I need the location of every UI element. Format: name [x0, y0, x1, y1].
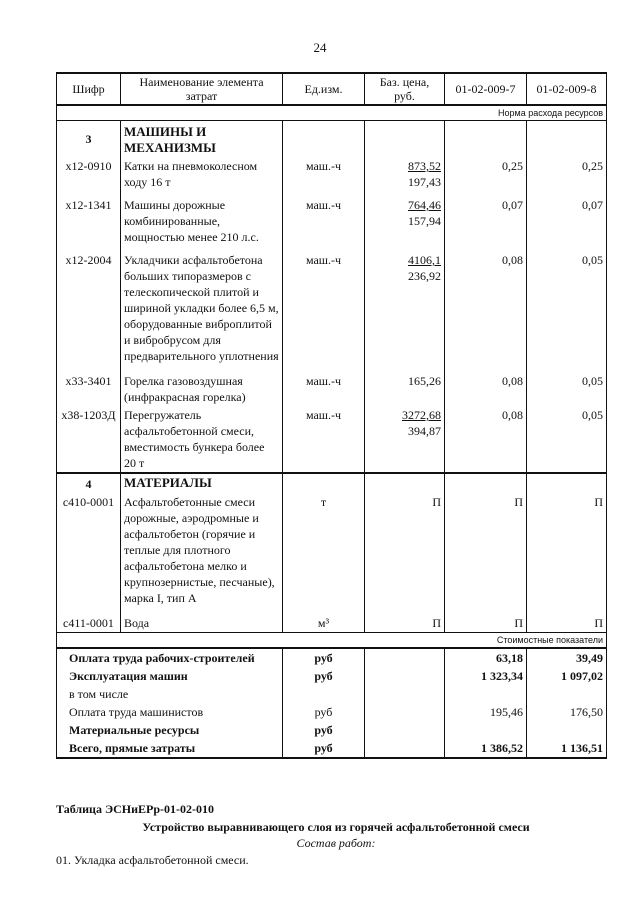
totals-value-col1: 1 386,52: [445, 739, 527, 758]
totals-label: Эксплуатация машин: [57, 667, 283, 685]
composition-item: 01. Укладка асфальтобетонной смеси.: [56, 853, 249, 867]
row-price: 165,26: [365, 372, 445, 406]
totals-unit: руб: [283, 739, 365, 758]
totals-row: [57, 685, 607, 703]
totals-row: [57, 721, 607, 739]
row-code: с411-0001: [57, 614, 121, 633]
row-code: х38-1203Д: [57, 406, 121, 473]
row-value-col1: 0,08: [445, 372, 527, 406]
row-value-col1: 0,25: [445, 157, 527, 196]
table-row: [57, 196, 607, 246]
row-unit: т: [283, 493, 365, 614]
row-price-secondary: 197,43: [408, 175, 441, 189]
row-name: Укладчики асфальтобетона больших типоразмеров с телескопической плитой и шириной укладки более 6,5 м, оборудованные виброплитой и вибробрусом для предварительного уплотнения: [121, 246, 283, 372]
page-number: 24: [313, 40, 327, 55]
cost-band-label: Стоимостные показатели: [57, 633, 607, 649]
header-code: Шифр: [57, 73, 121, 105]
row-price: 4106,1: [408, 253, 441, 267]
header-name: Наименование элемента затрат: [121, 73, 283, 105]
row-price: П: [365, 493, 445, 614]
row-name: Перегружатель асфальтобетонной смеси, вместимость бункера более 20 т: [121, 406, 283, 473]
row-code: с410-0001: [57, 493, 121, 614]
row-unit: маш.-ч: [283, 406, 365, 473]
row-code: х12-2004: [57, 246, 121, 372]
table-row: [57, 406, 607, 473]
table-row: [57, 614, 607, 633]
totals-value-col2: 1 136,51: [527, 739, 607, 758]
totals-table: [56, 649, 607, 759]
row-name: Машины дорожные комбинированные, мощностью менее 210 л.с.: [121, 196, 283, 246]
totals-unit: руб: [283, 703, 365, 721]
row-value-col2: 0,05: [527, 246, 607, 372]
section-title: МАТЕРИАЛЫ: [121, 473, 283, 493]
totals-unit: руб: [283, 649, 365, 667]
row-value-col2: П: [527, 493, 607, 614]
totals-value-col2: 1 097,02: [527, 667, 607, 685]
header-col2: 01-02-009-8: [527, 73, 607, 105]
totals-row: [57, 703, 607, 721]
next-table-title: Таблица ЭСНиЕРр-01-02-010: [56, 802, 215, 816]
next-table-subtitle: Устройство выравнивающего слоя из горячей асфальтобетонной смеси: [142, 820, 530, 834]
row-unit: маш.-ч: [283, 372, 365, 406]
totals-label: Материальные ресурсы: [57, 721, 283, 739]
row-value-col2: 0,05: [527, 372, 607, 406]
totals-row: [57, 649, 607, 667]
table-row: [57, 493, 607, 614]
row-value-col2: П: [527, 614, 607, 633]
totals-row: [57, 667, 607, 685]
resource-table: [56, 72, 607, 649]
totals-unit: руб: [283, 721, 365, 739]
row-unit: маш.-ч: [283, 196, 365, 246]
row-price: 764,46: [408, 198, 441, 212]
row-price-secondary: 157,94: [408, 214, 441, 228]
row-price: 3272,68: [402, 408, 441, 422]
totals-value-col1: 1 323,34: [445, 667, 527, 685]
row-code: х12-0910: [57, 157, 121, 196]
row-unit: м³: [283, 614, 365, 633]
row-price-secondary: 394,87: [408, 424, 441, 438]
section-number: 4: [57, 473, 121, 493]
cost-band-row: [57, 633, 607, 649]
row-price: 873,52: [408, 159, 441, 173]
table-row: [57, 157, 607, 196]
row-value-col2: 0,07: [527, 196, 607, 246]
row-price: П: [365, 614, 445, 633]
resource-table-sheet: [56, 72, 606, 759]
totals-label: Всего, прямые затраты: [57, 739, 283, 758]
row-value-col1: П: [445, 493, 527, 614]
composition-heading: Состав работ:: [296, 836, 376, 850]
row-price-secondary: 236,92: [408, 269, 441, 283]
totals-value-col1: 63,18: [445, 649, 527, 667]
table-row: [57, 246, 607, 372]
totals-value-col1: 195,46: [445, 703, 527, 721]
row-name: Катки на пневмоколесном ходу 16 т: [121, 157, 283, 196]
totals-label: в том числе: [57, 685, 283, 703]
totals-unit: руб: [283, 667, 365, 685]
row-code: х12-1341: [57, 196, 121, 246]
row-unit: маш.-ч: [283, 157, 365, 196]
row-name: Вода: [121, 614, 283, 633]
norm-band-label: Норма расхода ресурсов: [57, 105, 607, 121]
section-header-row: [57, 473, 607, 493]
header-price: Баз. цена, руб.: [365, 73, 445, 105]
totals-value-col2: 39,49: [527, 649, 607, 667]
header-col1: 01-02-009-7: [445, 73, 527, 105]
table-row: [57, 372, 607, 406]
row-code: х33-3401: [57, 372, 121, 406]
row-unit: маш.-ч: [283, 246, 365, 372]
table-header-row: [57, 73, 607, 105]
norm-band-row: [57, 105, 607, 121]
row-value-col1: 0,07: [445, 196, 527, 246]
row-name: Асфальтобетонные смеси дорожные, аэродромные и асфальтобетон (горячие и теплые для плотного асфальтобетона мелко и крупнозернистые, песчаные), марка I, тип А: [121, 493, 283, 614]
row-value-col2: 0,05: [527, 406, 607, 473]
row-value-col1: 0,08: [445, 406, 527, 473]
row-value-col2: 0,25: [527, 157, 607, 196]
totals-row: [57, 739, 607, 758]
section-title: МАШИНЫ И МЕХАНИЗМЫ: [121, 121, 283, 158]
row-value-col1: 0,08: [445, 246, 527, 372]
header-unit: Ед.изм.: [283, 73, 365, 105]
totals-label: Оплата труда рабочих-строителей: [57, 649, 283, 667]
row-value-col1: П: [445, 614, 527, 633]
row-name: Горелка газовоздушная (инфракрасная горелка): [121, 372, 283, 406]
section-header-row: [57, 121, 607, 158]
totals-value-col2: 176,50: [527, 703, 607, 721]
section-number: 3: [57, 121, 121, 158]
totals-label: Оплата труда машинистов: [57, 703, 283, 721]
